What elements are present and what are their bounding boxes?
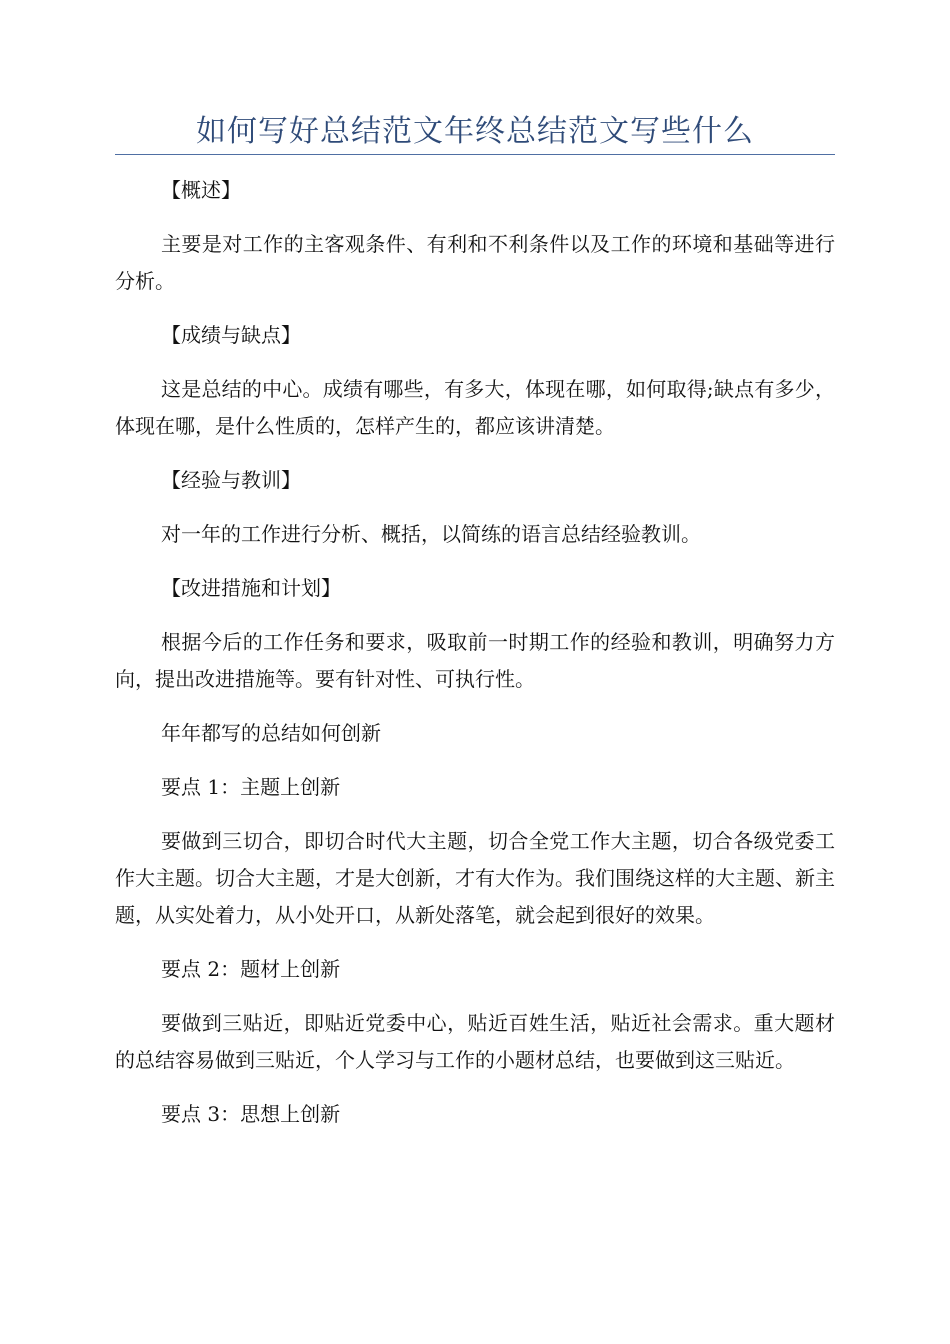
subtitle-innovation: 年年都写的总结如何创新 [161, 721, 381, 745]
paragraph-improvements: 根据今后的工作任务和要求，吸取前一时期工作的经验和教训，明确努力方向，提出改进措施等。要有针对性、可执行性。 [115, 630, 835, 691]
document-body [115, 172, 835, 1133]
section-heading-lessons: 【经验与教训】 [161, 468, 301, 492]
point-heading-1: 要点 1：主题上创新 [161, 775, 341, 799]
section-heading-improvements: 【改进措施和计划】 [161, 576, 341, 600]
document-title: 如何写好总结范文年终总结范文写些什么 [196, 114, 754, 149]
section-heading-achievements: 【成绩与缺点】 [161, 323, 301, 347]
paragraph-lessons: 对一年的工作进行分析、概括，以简练的语言总结经验教训。 [161, 522, 701, 546]
title-underline [115, 154, 835, 155]
point-heading-3: 要点 3：思想上创新 [161, 1102, 341, 1126]
paragraph-achievements: 这是总结的中心。成绩有哪些，有多大，体现在哪，如何取得;缺点有多少，体现在哪，是什么性质的，怎样产生的，都应该讲清楚。 [115, 377, 835, 438]
section-heading-overview: 【概述】 [161, 178, 241, 202]
point-heading-2: 要点 2：题材上创新 [161, 957, 341, 981]
paragraph-overview: 主要是对工作的主客观条件、有利和不利条件以及工作的环境和基础等进行分析。 [115, 232, 835, 293]
paragraph-point-1: 要做到三切合，即切合时代大主题，切合全党工作大主题，切合各级党委工作大主题。切合大主题，才是大创新，才有大作为。我们围绕这样的大主题、新主题，从实处着力，从小处开口，从新处落笔，就会起到很好的效果。 [115, 829, 835, 927]
paragraph-point-2: 要做到三贴近，即贴近党委中心，贴近百姓生活，贴近社会需求。重大题材的总结容易做到三贴近，个人学习与工作的小题材总结，也要做到这三贴近。 [115, 1011, 835, 1072]
